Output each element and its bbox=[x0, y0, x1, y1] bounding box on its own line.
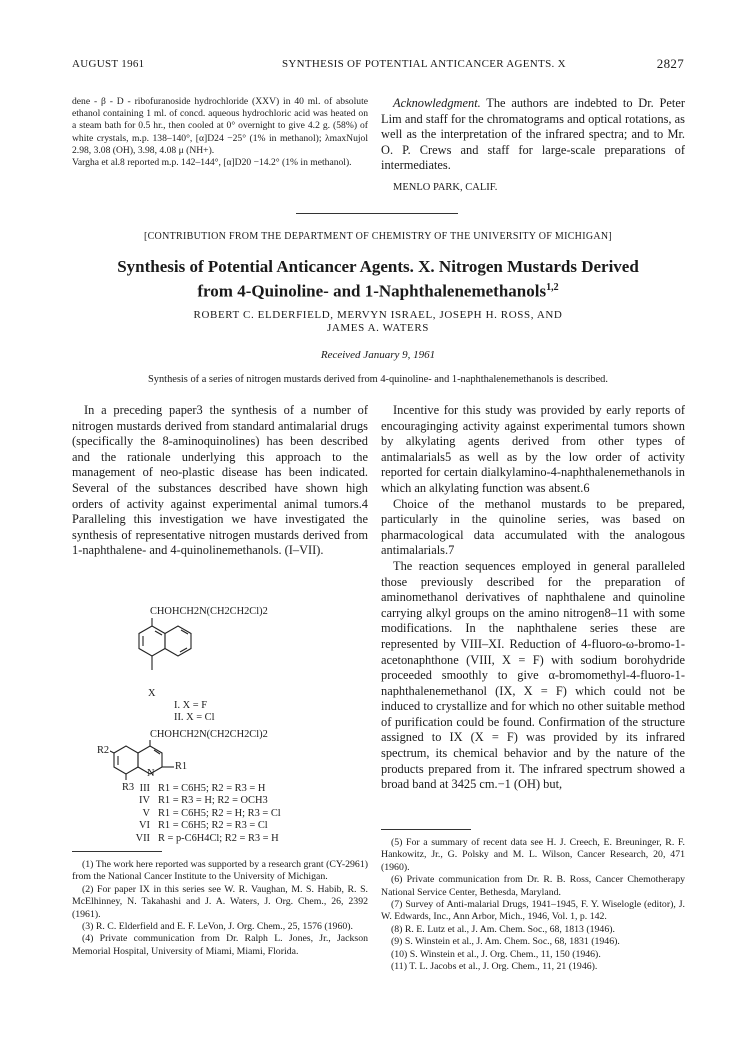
running-title: SYNTHESIS OF POTENTIAL ANTICANCER AGENTS. X bbox=[282, 58, 566, 70]
footnote: (8) R. E. Lutz et al., J. Am. Chem. Soc., 68, 1813 (1946). bbox=[391, 923, 615, 935]
footnote: (3) R. C. Elderfield and E. F. LeVon, J. Org. Chem., 25, 1576 (1960). bbox=[82, 921, 353, 933]
structure1-substituent: CHOHCH2N(CH2CH2Cl)2 bbox=[150, 606, 268, 617]
structure1-compounds bbox=[174, 700, 215, 724]
footnotes-right bbox=[381, 837, 685, 973]
compound-list bbox=[128, 783, 348, 845]
experimental-paragraph: Vargha et al.8 reported m.p. 142–144°, [α]D20 −14.2° (1% in methanol). bbox=[72, 157, 352, 169]
structure2-r3: R3 bbox=[122, 782, 135, 793]
experimental-paragraph: dene - β - D - ribofuranoside hydrochloride (XXV) in 40 ml. of absolute ethanol containing 1 ml. of concd. aqueous hydrochloric acid was heated on a steam bath for 0.5 hr., then cooled at 0° overnight to give 4.2 g. (58%) of white crystals, m.p. 138–140°, [α]D24 −25° (1% in methanol); λmaxNujol 2.98, 3.08 (OH), 3.98, 4.08 μ (NH+). bbox=[72, 96, 368, 156]
body-paragraph: The reaction sequences employed in general paralleled those previously described for the preparation of aminomethanol derivatives of naphthalene and quinoline carrying alkyl groups on the amino nitrogen8–11 with some modifications. In the naphthalene series these are represented by VIII–XI. Reduction of 4-fluoro-ω-bromo-1-acetonaphthone (VIII, X = F) with sodium borohydride proceeded smoothly to give α-bromomethyl-4-fluoro-1-naphthalenemethanol (IX, X = F) which could not be induced to crystallize and for which no other suitable method of purification could be found. Confirmation of the structure assigned to IX (X = F) was provided by its infrared spectrum, its chemical behavior and by the nature of the products prepared from it. The infrared spectrum showed a broad band at 3425 cm.−1 (OH) but, bbox=[381, 558, 685, 792]
affiliation-place: MENLO PARK, CALIF. bbox=[393, 181, 498, 193]
section-divider bbox=[296, 213, 458, 214]
author-list bbox=[72, 309, 684, 335]
intro-paragraph-block bbox=[72, 403, 368, 559]
compound-row: IV R1 = R3 = H; R2 = OCH3 bbox=[139, 795, 268, 807]
compound-ii: II. X = Cl bbox=[174, 712, 215, 723]
structure1-x-label: X bbox=[148, 688, 156, 699]
intro-paragraph: In a preceding paper3 the synthesis of a number of nitrogen mustards derived from standard antimalarial drugs (specifically the 8-aminoquinolines) has been described and the rationale underlying this approach to the management of neo-plastic disease has been indicated. Several of the substances described have shown high orders of activity against experimental animal tumors.4 Paralleling this investigation we have investigated the synthesis of representative nitrogen mustards derived from 1-naphthalene- and 4-quinolinemethanols. (I–VII). bbox=[72, 403, 368, 558]
received-date: Received January 9, 1961 bbox=[320, 349, 436, 361]
compound-row: V R1 = C6H5; R2 = H; R3 = Cl bbox=[142, 807, 281, 819]
structure2-r1: R1 bbox=[175, 761, 188, 772]
footnote: (6) Private communication from Dr. R. B. Ross, Cancer Chemotherapy National Service Center, Bethesda, Maryland. bbox=[381, 874, 685, 898]
naphthalene-structure bbox=[138, 618, 208, 690]
body-paragraph: Choice of the methanol mustards to be prepared, particularly in the quinoline series, was based on pharmacological data accumulated with the analogous antimalarials.7 bbox=[381, 496, 685, 558]
compound-row: VII R = p-C6H4Cl; R2 = R3 = H bbox=[135, 832, 279, 844]
footnote: (7) Survey of Anti-malarial Drugs, 1941–1945, F. Y. Wiselogle (editor), J. W. Edwards, Inc., Ann Arbor, Mich., 1946, Vol. 1, p. 142. bbox=[381, 899, 685, 923]
abstract: Synthesis of a series of nitrogen mustards derived from 4-quinoline- and 1-naphthalenemethanols is described. bbox=[148, 374, 608, 385]
page-number: 2827 bbox=[656, 56, 684, 71]
body-paragraph: Incentive for this study was provided by early reports of encouraginging activity against experimental tumors shown by alkylating agents derived from other types of antimalarials5 as well as by the low order of activity reported for certain dialkylamino-4-naphthalenemethanols in which an alkylating function was absent.6 bbox=[381, 403, 685, 495]
footnote: (1) The work here reported was supported by a research grant (CY-2961) from the National Cancer Institute to the University of Michigan. bbox=[72, 859, 368, 883]
structure2-r2: R2 bbox=[97, 745, 110, 756]
title-footnote-ref: 1,2 bbox=[546, 282, 559, 293]
body-right-column bbox=[381, 403, 685, 793]
contribution-line: [CONTRIBUTION FROM THE DEPARTMENT OF CHEMISTRY OF THE UNIVERSITY OF MICHIGAN] bbox=[143, 231, 613, 242]
compound-row: VI R1 = C6H5; R2 = R3 = Cl bbox=[139, 820, 268, 832]
running-header bbox=[72, 56, 684, 74]
footnote: (4) Private communication from Dr. Ralph L. Jones, Jr., Jackson Memorial Hospital, University of Miami, Miami, Florida. bbox=[72, 933, 368, 957]
quinoline-structure bbox=[110, 740, 220, 782]
structure2-n: N bbox=[147, 768, 155, 779]
previous-article-experimental bbox=[72, 96, 368, 169]
authors-line-2: JAMES A. WATERS bbox=[326, 322, 429, 334]
article-title bbox=[72, 256, 684, 302]
authors-line-1: ROBERT C. ELDERFIELD, MERVYN ISRAEL, JOSEPH H. ROSS, AND bbox=[193, 309, 563, 321]
title-line-1: Synthesis of Potential Anticancer Agents. X. Nitrogen Mustards Derived bbox=[117, 257, 639, 276]
acknowledgment-text: The authors are indebted to Dr. Peter Lim and staff for the chromatograms and optical rotations, as well as the interpretation of the infrared spectra; and to Mr. O. P. Crews and staff for large-scale preparations of intermediates. bbox=[381, 96, 686, 173]
footnote: (9) S. Winstein et al., J. Am. Chem. Soc., 68, 1831 (1946). bbox=[391, 936, 620, 948]
compound-i: I. X = F bbox=[174, 700, 207, 711]
footnote: (11) T. L. Jacobs et al., J. Org. Chem., 11, 21 (1946). bbox=[391, 961, 598, 973]
footnote: (10) S. Winstein et al., J. Org. Chem., 11, 150 (1946). bbox=[391, 948, 601, 960]
structure2-substituent: CHOHCH2N(CH2CH2Cl)2 bbox=[150, 729, 268, 740]
footnote-divider bbox=[381, 829, 471, 830]
acknowledgment-section bbox=[381, 96, 685, 196]
title-line-2: from 4-Quinoline- and 1-Naphthalenemethanols bbox=[197, 281, 547, 301]
issue-date: AUGUST 1961 bbox=[72, 58, 145, 70]
footnotes-left bbox=[72, 859, 368, 958]
footnote: (2) For paper IX in this series see W. R. Vaughan, M. S. Habib, R. S. McElhinney, N. Takahashi and J. A. Waters, J. Org. Chem., 26, 2392 (1961). bbox=[72, 883, 368, 920]
acknowledgment-label: Acknowledgment. bbox=[393, 96, 481, 110]
footnote: (5) For a summary of recent data see H. J. Creech, E. Breuninger, R. F. Hankowitz, Jr., G. Polsky and M. L. Wilson, Cancer Research, 20, 471 (1960). bbox=[381, 837, 685, 873]
compound-row: III R1 = C6H5; R2 = R3 = H bbox=[139, 783, 266, 794]
footnote-divider bbox=[72, 851, 162, 852]
